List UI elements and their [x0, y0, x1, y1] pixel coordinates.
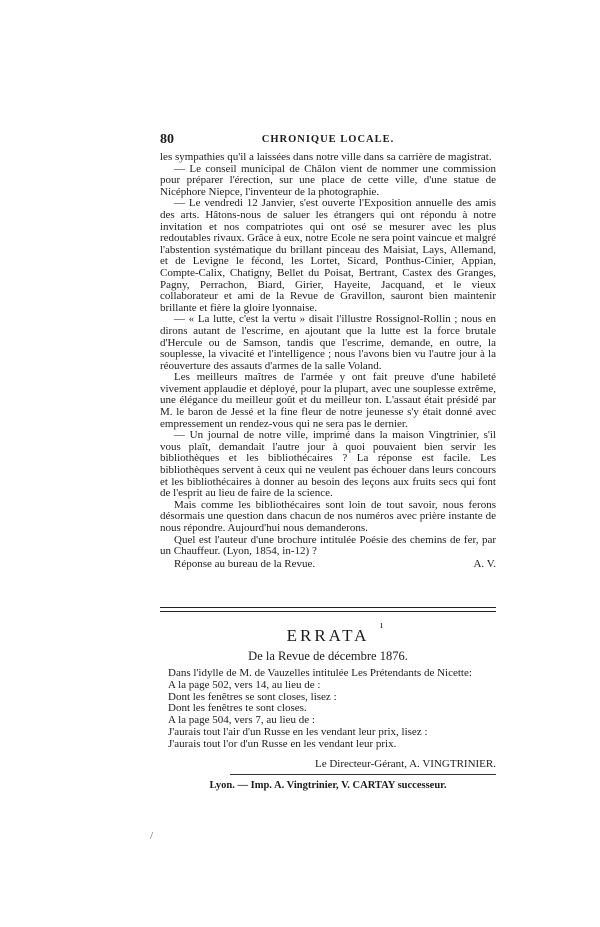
- director-signature: Le Directeur-Gérant, A. VINGTRINIER.: [314, 758, 496, 770]
- errata-line: J'aurais tout l'air d'un Russe en les vendant leur prix, lisez :: [168, 725, 428, 738]
- paragraph: — Le conseil municipal de Châlon vient de nommer une commission pour préparer l'érection, sur une place de cette ville, d'une statue de Nicéphore Niepce, l'inventeur de la photographie.: [160, 162, 496, 198]
- errata-line: Dont les fenêtres te sont closes.: [168, 702, 307, 715]
- paragraph: — « La lutte, c'est la vertu » disait l'illustre Rossignol-Rollin ; nous en dirons autant de l'escrime, en ajoutant que la lutte est la force brutale d'Hercule ou de Samson, tandis que l'escrime, demande, en outre, la souplesse, la vivacité et l'intelligence ; nous l'avons bien vu l'autre jour à la réouverture des assauts d'armes de la salle Voland.: [160, 313, 496, 372]
- printer-line: Lyon. — Imp. A. Vingtrinier, V. CARTAY successeur.: [209, 780, 447, 791]
- errata-line: A la page 502, vers 14, au lieu de :: [168, 678, 321, 691]
- paragraph: Les meilleurs maîtres de l'armée y ont fait preuve d'une habileté vivement applaudie et déployé, pour la plupart, avec une souplesse extrême, une élégance du meilleur goût et du meilleur ton. L'assaut était présidé par M. le baron de Jessé et la fine fleur de notre jeunesse s'y était donné avec empressement un rendez-vous qui ne sera pas le dernier.: [160, 371, 496, 430]
- printer-mark: ı: [380, 620, 383, 631]
- stray-mark: /: [150, 830, 154, 842]
- signoff-note: Réponse au bureau de la Revue.: [174, 557, 316, 570]
- page-header: [160, 132, 496, 150]
- signoff-initials: A. V.: [473, 557, 496, 570]
- paragraph: les sympathies qu'il a laissées dans notre ville dans sa carrière de magistrat.: [160, 151, 492, 163]
- errata-subtitle: De la Revue de décembre 1876.: [248, 649, 408, 663]
- paragraph: — Le vendredi 12 Janvier, s'est ouverte l'Exposition annuelle des amis des arts. Hâtons-nous de saluer les étrangers qui ont répondu à notre invitation et nos compatriotes qui ont osé se mesurer avec les plus redoutables rivaux. Grâce à eux, notre Ecole ne sera point vaincue et malgré l'abstention systématique du brillant pinceau des Maisiat, Lays, Allemand, et de Levigne le fécond, les Lortet, Sicard, Ponthus-Cinier, Appian, Compte-Calix, Chatigny, Bellet du Poisat, Bertrant, Castex des Granges, Pagny, Perrachon, Biard, Girier, Hayeite, Jacquand, et le vieux collaborateur et ami de la Revue de Gravillon, sauront bien maintenir brillante et fière la gloire lyonnaise.: [160, 197, 496, 314]
- running-head: CHRONIQUE LOCALE.: [261, 134, 395, 145]
- footer-rule: [230, 774, 496, 775]
- paragraph: Mais comme les bibliothécaires sont loin de tout savoir, nous ferons désormais une question dans chacun de nos numéros avec prière instante de nous répondre. Aujourd'hui nous demanderons.: [160, 498, 496, 534]
- paragraph: — Un journal de notre ville, imprimé dans la maison Vingtrinier, s'il vous plaît, demandait l'autre jour à quoi pouvaient bien servir les bibliothèques et les bibliothécaires ? La réponse est facile. Les bibliothèques servent à ceux qui ne veulent pas échouer dans leurs concours et les bibliothécaires à donner au besoin des leçons aux fruits secs qui font de l'esprit au lieu de faire de la science.: [160, 429, 496, 500]
- signoff: [160, 558, 496, 570]
- errata-line: Dont les fenêtres se sont closes, lisez :: [168, 690, 337, 703]
- errata-list: [168, 668, 498, 751]
- errata-line: J'aurais tout l'or d'un Russe en les vendant leur prix.: [168, 737, 397, 750]
- paragraph: Quel est l'auteur d'une brochure intitulée Poésie des chemins de fer, par un Chauffeur. (Lyon, 1854, in-12) ?: [160, 533, 496, 558]
- errata-intro: Dans l'idylle de M. de Vauzelles intitulée Les Prétendants de Nicette:: [168, 667, 472, 679]
- chronicle-body: [160, 152, 496, 570]
- divider-rule: [160, 611, 496, 612]
- errata-title: ERRATA: [286, 626, 370, 645]
- page-number: 80: [160, 132, 174, 147]
- errata-line: A la page 504, vers 7, au lieu de :: [168, 714, 315, 727]
- divider-rule: [160, 607, 496, 608]
